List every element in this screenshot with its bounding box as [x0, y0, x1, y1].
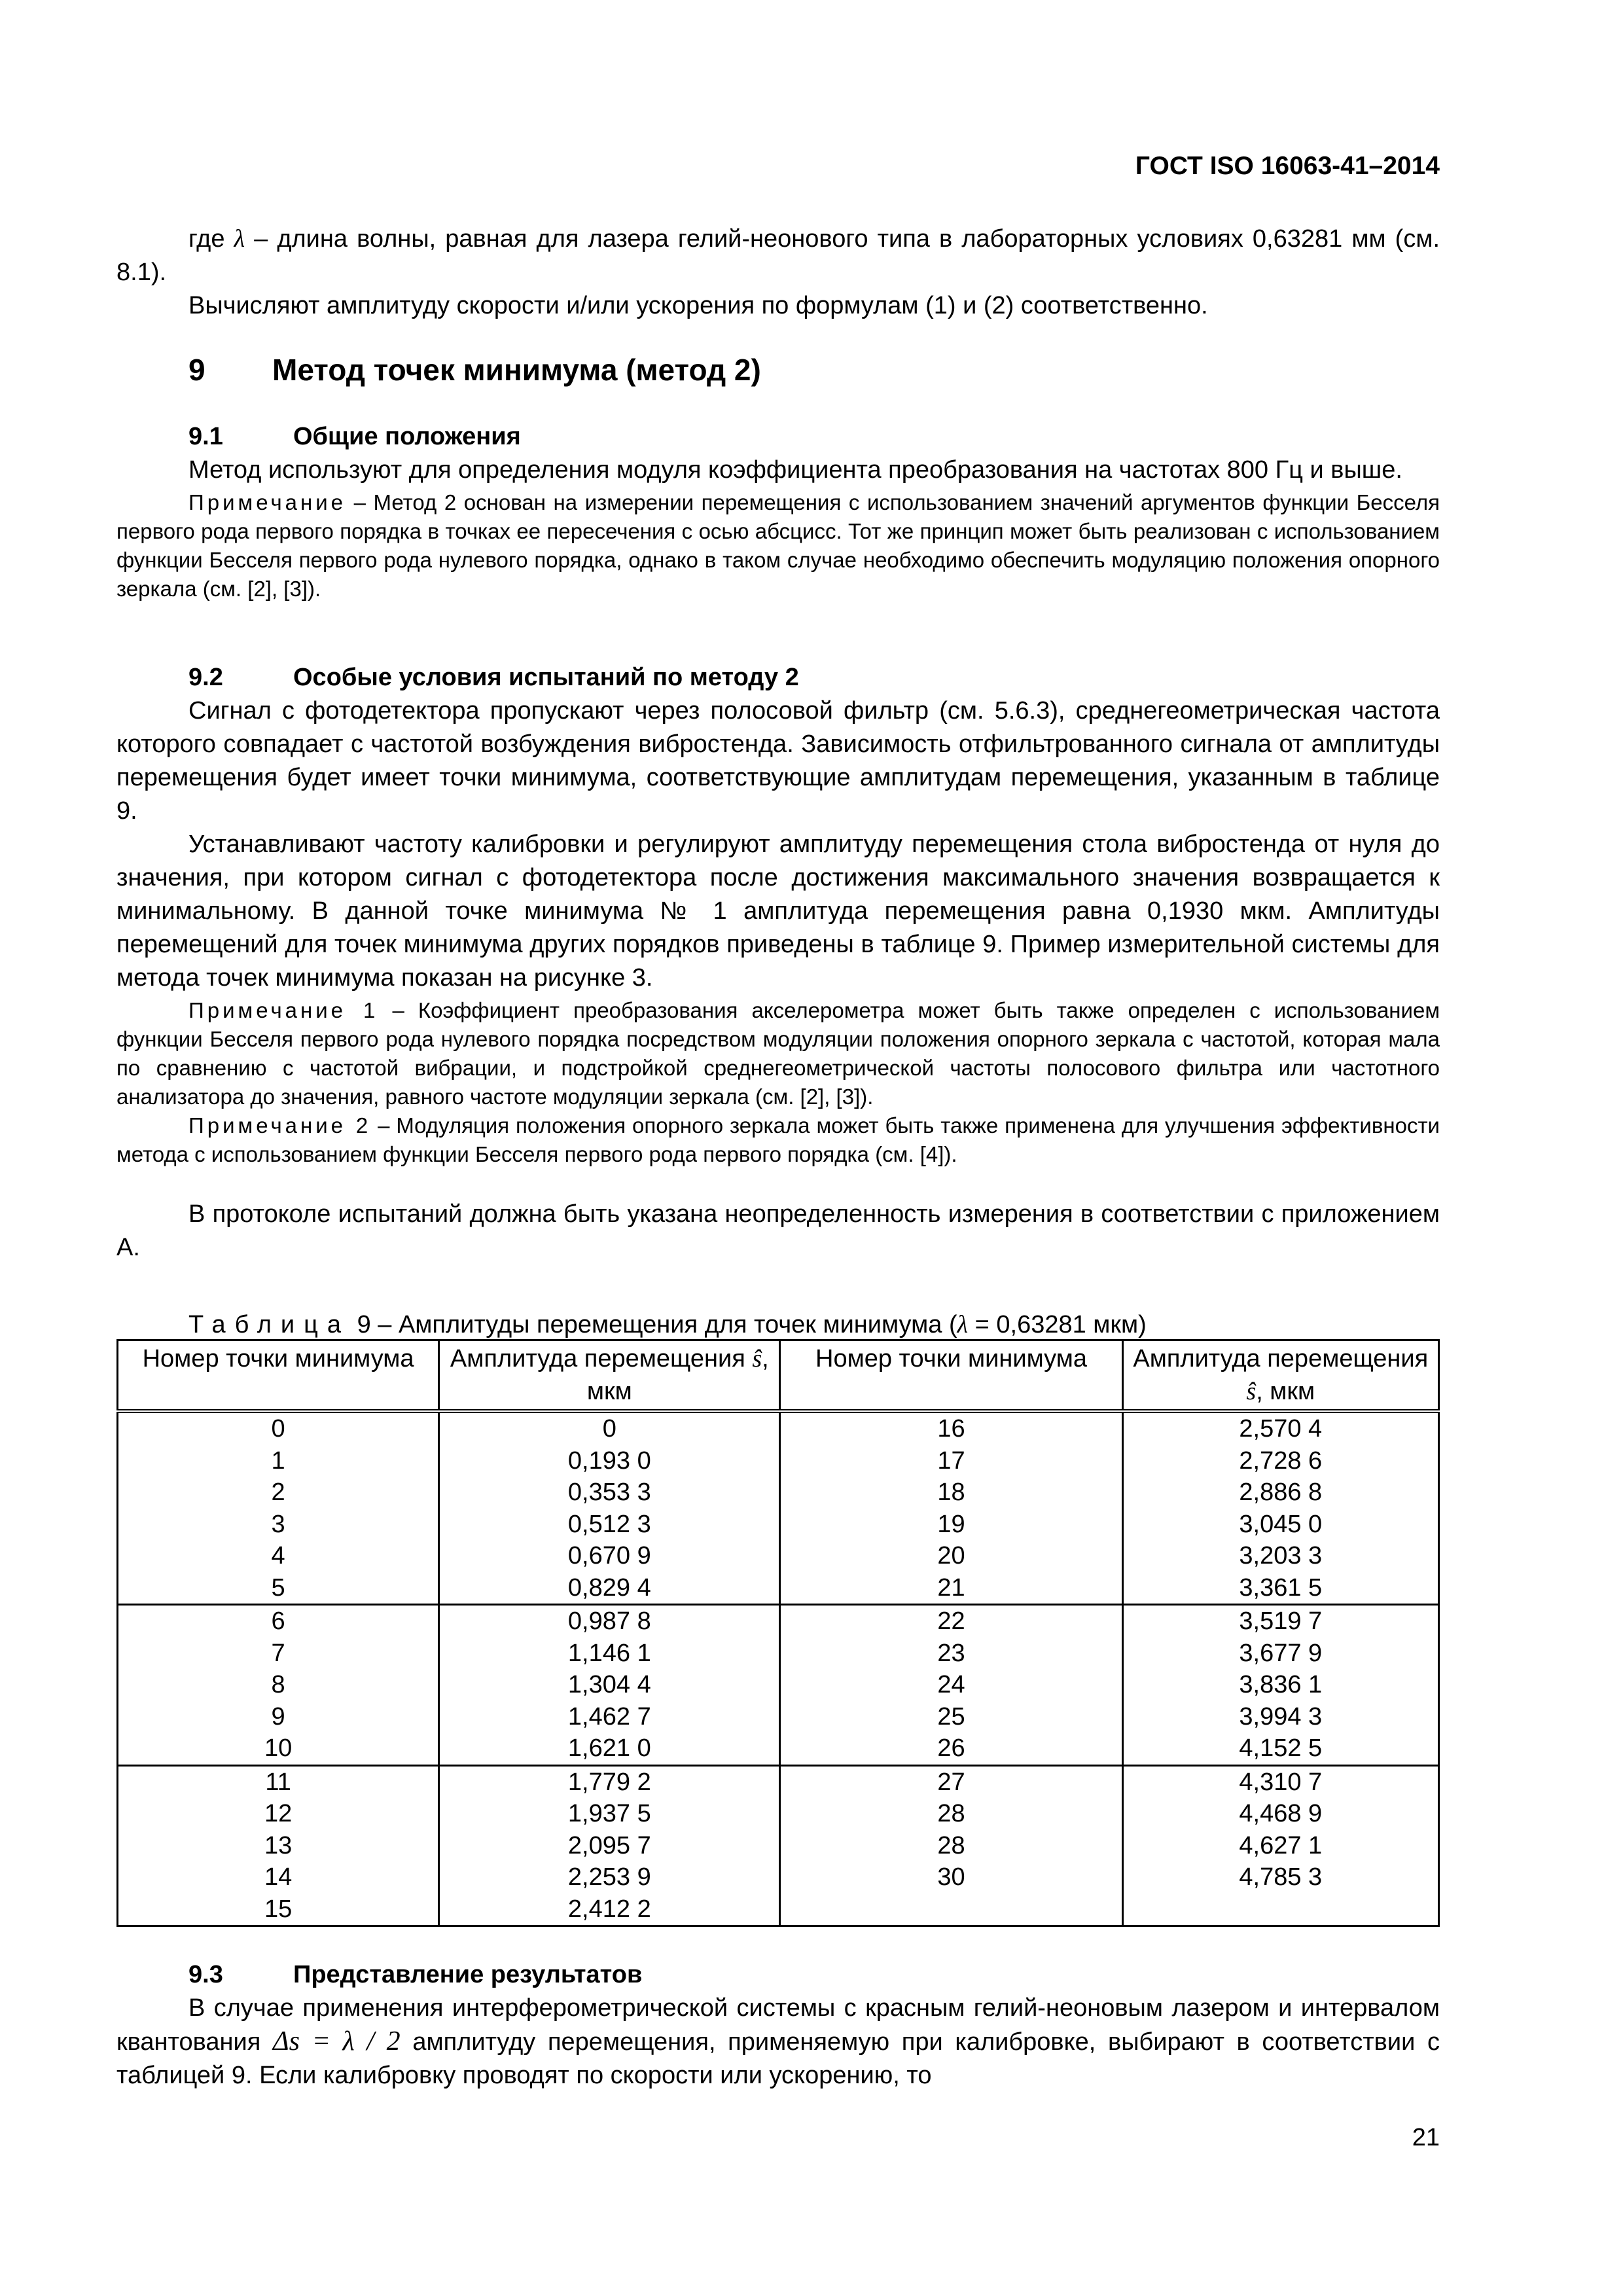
cell-point-number: 7 — [118, 1638, 439, 1670]
subsection-number: 9.1 — [188, 423, 223, 450]
cell-amplitude-2: 4,785 3 — [1122, 1861, 1438, 1893]
cell-point-number: 14 — [118, 1861, 439, 1893]
cell-point-number: 10 — [118, 1732, 439, 1765]
section-title: Метод точек минимума (метод 2) — [272, 353, 761, 387]
cell-point-number: 9 — [118, 1701, 439, 1733]
table-row — [118, 1540, 1439, 1572]
cell-point-number-2: 24 — [780, 1669, 1122, 1701]
table-row — [118, 1732, 1439, 1765]
table-row — [118, 1638, 1439, 1670]
cell-amplitude: 0,353 3 — [439, 1477, 780, 1509]
cell-point-number-2: 28 — [780, 1798, 1122, 1830]
section-9-heading — [116, 352, 1440, 387]
cell-point-number-2: 20 — [780, 1540, 1122, 1572]
paragraph-text: В случае применения интерферометрической системы с красным гелий-неоновым лазером и интервалом квантования — [116, 1994, 1440, 2056]
note-text: – Коэффициент преобразования акселерометра может быть также определен с использованием функции Бесселя первого рода нулевого порядка посредством модуляции положения опорного зеркала с частотой, которая мала по сравнению с частотой вибрации, и подстройкой среднегеометрической частоты полосового фильтра или частотного анализатора до значения, равного частоте модуляции зеркала (см. [2], [3]). — [116, 998, 1440, 1109]
intro-text-where: где — [188, 225, 225, 253]
page-number: 21 — [1412, 2124, 1440, 2151]
cell-amplitude: 0,987 8 — [439, 1605, 780, 1638]
col-header-amplitude-2 — [1122, 1340, 1438, 1412]
cell-amplitude: 0,512 3 — [439, 1509, 780, 1541]
caption-label: Таблица — [188, 1311, 350, 1338]
cell-amplitude: 2,095 7 — [439, 1830, 780, 1862]
note-text: – Метод 2 основан на измерении перемещения с использованием значений аргументов функции Бесселя первого рода первого порядка в точках ее пересечения с осью абсцисс. Тот же принцип может быть реализован с использованием функции Бесселя первого рода нулевого порядка, однако в таком случае необходимо обеспечить модуляцию положения опорного зеркала (см. [2], [3]). — [116, 490, 1440, 601]
table-caption — [116, 1310, 1440, 1339]
cell-point-number: 4 — [118, 1540, 439, 1572]
table-row — [118, 1605, 1439, 1638]
cell-point-number-2: 21 — [780, 1572, 1122, 1605]
section-9-1 — [116, 420, 1440, 603]
subsection-number: 9.2 — [188, 664, 223, 691]
cell-amplitude: 1,779 2 — [439, 1765, 780, 1798]
intro-text — [116, 223, 1440, 323]
cell-amplitude-2: 3,519 7 — [1122, 1605, 1438, 1638]
cell-point-number: 5 — [118, 1572, 439, 1605]
cell-point-number-2: 19 — [780, 1509, 1122, 1541]
table-row — [118, 1572, 1439, 1605]
cell-amplitude-2: 4,468 9 — [1122, 1798, 1438, 1830]
cell-point-number: 12 — [118, 1798, 439, 1830]
cell-amplitude-2: 4,152 5 — [1122, 1732, 1438, 1765]
note-2 — [116, 1111, 1440, 1169]
cell-amplitude: 2,412 2 — [439, 1893, 780, 1926]
table-row — [118, 1765, 1439, 1798]
note — [116, 488, 1440, 603]
table-row — [118, 1861, 1439, 1893]
table-row — [118, 1893, 1439, 1926]
cell-amplitude: 1,937 5 — [439, 1798, 780, 1830]
paragraph — [116, 1992, 1440, 2092]
table-row — [118, 1477, 1439, 1509]
paragraph: Метод используют для определения модуля коэффициента преобразования на частотах 800 Гц и выше. — [188, 456, 1402, 484]
table-row — [118, 1701, 1439, 1733]
lambda-symbol: λ — [957, 1311, 969, 1338]
caption-text: – Амплитуды перемещения для точек минимума ( — [378, 1311, 957, 1338]
table-row — [118, 1445, 1439, 1477]
table-row — [118, 1411, 1439, 1445]
cell-point-number: 3 — [118, 1509, 439, 1541]
cell-amplitude-2: 3,994 3 — [1122, 1701, 1438, 1733]
cell-point-number-2 — [780, 1893, 1122, 1926]
cell-point-number: 15 — [118, 1893, 439, 1926]
cell-amplitude-2: 3,203 3 — [1122, 1540, 1438, 1572]
table-row — [118, 1509, 1439, 1541]
cell-point-number: 2 — [118, 1477, 439, 1509]
cell-amplitude-2: 2,728 6 — [1122, 1445, 1438, 1477]
col-header-amplitude-unit: , мкм — [1256, 1378, 1315, 1405]
cell-amplitude-2: 4,310 7 — [1122, 1765, 1438, 1798]
cell-amplitude: 1,304 4 — [439, 1669, 780, 1701]
note-1 — [116, 996, 1440, 1111]
table-row — [118, 1669, 1439, 1701]
cell-point-number-2: 25 — [780, 1701, 1122, 1733]
cell-point-number-2: 30 — [780, 1861, 1122, 1893]
cell-amplitude-2: 4,627 1 — [1122, 1830, 1438, 1862]
cell-point-number-2: 18 — [780, 1477, 1122, 1509]
intro-text-definition: – длина волны, равная для лазера гелий-неонового типа в лабораторных условиях 0,63281 мм (см. 8.1). — [116, 225, 1440, 286]
cell-amplitude-2: 3,677 9 — [1122, 1638, 1438, 1670]
table-header-row — [118, 1340, 1439, 1412]
cell-point-number: 0 — [118, 1411, 439, 1445]
subsection-title: Особые условия испытаний по методу 2 — [293, 664, 799, 691]
paragraph: Сигнал с фотодетектора пропускают через полосовой фильтр (см. 5.6.3), среднегеометрическая частота которого совпадает с частотой возбуждения вибростенда. Зависимость отфильтрованного сигнала от амплитуды перемещения будет имеет точки минимума, соответствующие амплитудам перемещения, указанным в таблице 9. — [116, 697, 1440, 825]
cell-amplitude: 1,146 1 — [439, 1638, 780, 1670]
col-header-amplitude-text: Амплитуда перемещения — [1133, 1345, 1429, 1372]
quantization-formula: Δs = λ / 2 — [272, 2026, 401, 2056]
cell-point-number-2: 28 — [780, 1830, 1122, 1862]
note-label: Примечание 2 — [188, 1113, 372, 1138]
cell-amplitude-2: 3,045 0 — [1122, 1509, 1438, 1541]
document-header: ГОСТ ISO 16063-41–2014 — [1135, 152, 1440, 180]
cell-amplitude-2 — [1122, 1893, 1438, 1926]
subsection-title: Представление результатов — [293, 1961, 643, 1988]
s-hat-symbol: ŝ — [752, 1345, 762, 1372]
paragraph: Устанавливают частоту калибровки и регулируют амплитуду перемещения стола вибростенда от нуля до значения, при котором сигнал с фотодетектора после достижения максимального значения возвращается к минимальному. В данной точке минимума № 1 амплитуда перемещения равна 0,1930 мкм. Амплитуды перемещений для точек минимума других порядков приведены в таблице 9. Пример измерительной системы для метода точек минимума показан на рисунке 3. — [116, 831, 1440, 992]
cell-point-number: 6 — [118, 1605, 439, 1638]
cell-amplitude-2: 3,836 1 — [1122, 1669, 1438, 1701]
cell-point-number: 1 — [118, 1445, 439, 1477]
note-text: – Модуляция положения опорного зеркала может быть также применена для улучшения эффективности метода с использованием функции Бесселя первого рода первого порядка (см. [4]). — [116, 1113, 1440, 1166]
cell-amplitude-2: 2,570 4 — [1122, 1411, 1438, 1445]
paragraph: В протоколе испытаний должна быть указана неопределенность измерения в соответствии с приложением А. — [116, 1200, 1440, 1261]
lambda-definition — [116, 223, 1440, 289]
document-page — [116, 0, 1440, 2296]
cell-point-number-2: 16 — [780, 1411, 1122, 1445]
cell-point-number-2: 27 — [780, 1765, 1122, 1798]
amplitude-table — [116, 1339, 1440, 1927]
cell-point-number: 13 — [118, 1830, 439, 1862]
table-9-block — [116, 1310, 1440, 1927]
cell-amplitude: 0,829 4 — [439, 1572, 780, 1605]
caption-number: 9 — [357, 1311, 371, 1338]
table-body — [118, 1411, 1439, 1926]
cell-point-number-2: 17 — [780, 1445, 1122, 1477]
note-label: Примечание — [188, 490, 347, 514]
subsection-number: 9.3 — [188, 1961, 223, 1988]
cell-amplitude: 0,670 9 — [439, 1540, 780, 1572]
cell-point-number-2: 22 — [780, 1605, 1122, 1638]
section-9-3 — [116, 1958, 1440, 2092]
cell-amplitude: 0 — [439, 1411, 780, 1445]
cell-amplitude-2: 2,886 8 — [1122, 1477, 1438, 1509]
col-header-amplitude-text: Амплитуда перемещения — [450, 1345, 745, 1372]
section-9-2 — [116, 661, 1440, 1265]
caption-value: = 0,63281 мкм) — [968, 1311, 1147, 1338]
cell-amplitude-2: 3,361 5 — [1122, 1572, 1438, 1605]
col-header-point-number: Номер точки минимума — [118, 1340, 439, 1412]
cell-point-number-2: 23 — [780, 1638, 1122, 1670]
cell-point-number: 8 — [118, 1669, 439, 1701]
col-header-amplitude — [439, 1340, 780, 1412]
table-row — [118, 1830, 1439, 1862]
cell-amplitude: 1,462 7 — [439, 1701, 780, 1733]
table-row — [118, 1798, 1439, 1830]
cell-point-number-2: 26 — [780, 1732, 1122, 1765]
col-header-point-number-2: Номер точки минимума — [780, 1340, 1122, 1412]
subsection-title: Общие положения — [293, 423, 521, 450]
cell-amplitude: 0,193 0 — [439, 1445, 780, 1477]
lambda-symbol: λ — [234, 225, 245, 253]
section-number: 9 — [188, 353, 205, 387]
intro-paragraph-2: Вычисляют амплитуду скорости и/или ускорения по формулам (1) и (2) соответственно. — [188, 292, 1208, 319]
paragraph-text-cont: амплитуду перемещения, применяемую при калибровке, выбирают в соответствии с таблицей 9. Если калибровку проводят по скорости или ускорению, то — [116, 2028, 1440, 2089]
cell-point-number: 11 — [118, 1765, 439, 1798]
cell-amplitude: 1,621 0 — [439, 1732, 780, 1765]
col-header-amplitude-unit: , мкм — [586, 1345, 769, 1405]
note-label: Примечание 1 — [188, 998, 379, 1022]
cell-amplitude: 2,253 9 — [439, 1861, 780, 1893]
s-hat-symbol: ŝ — [1246, 1378, 1257, 1405]
